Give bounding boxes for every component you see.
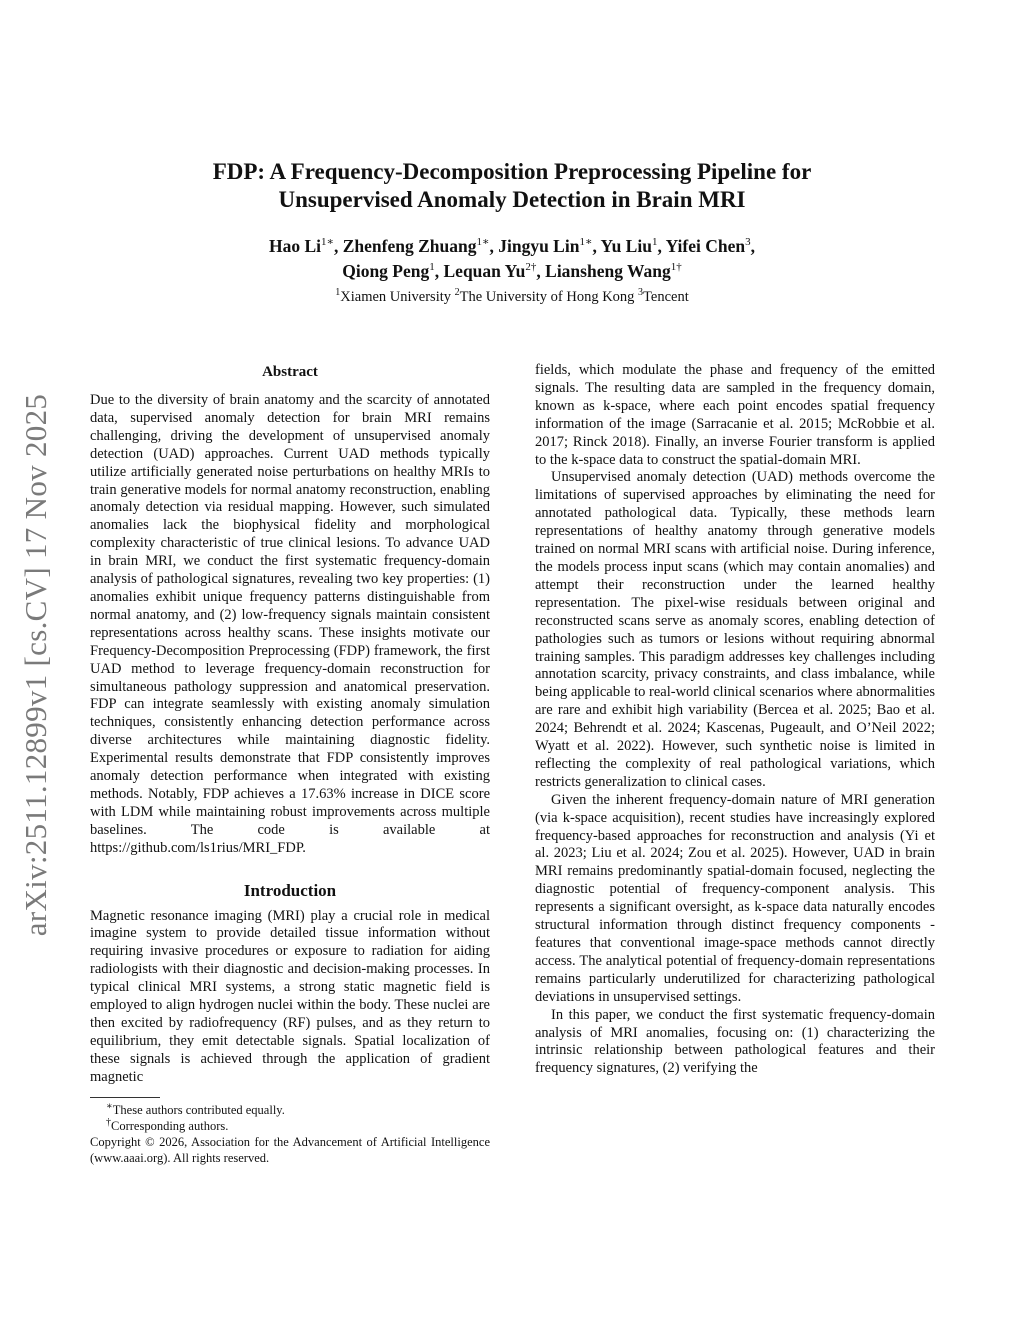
author-name: Qiong Peng	[342, 261, 430, 281]
author-separator: ,	[536, 261, 546, 281]
introduction-heading: Introduction	[243, 880, 337, 900]
affiliation-mark: 3	[638, 287, 644, 299]
author-mark: 1	[651, 236, 658, 249]
author-name: Liansheng Wang	[545, 261, 671, 281]
author-name: Zhenfeng Zhuang	[342, 236, 477, 256]
abstract-heading: Abstract	[262, 364, 318, 380]
author-separator: ,	[334, 236, 343, 256]
arxiv-id: arXiv:2511.12899v1 [cs.CV] 17 Nov 2025	[18, 393, 53, 937]
author-mark: 2†	[525, 261, 537, 274]
author-separator: ,	[434, 261, 444, 281]
body-paragraph: fields, which modulate the phase and frequency of the emitted signals. The resulting data are sampled in the frequency domain, known as k-space, where each point encodes spatial frequency information of the image (Sarracanie et al. 2015; McRobbie et al. 2017; Rinck 2018). Finally, an inverse Fourier transform is applied to the k-space data to construct the spatial-domain MRI.	[535, 362, 935, 468]
author-mark: 1†	[670, 261, 682, 274]
author-name: Hao Li	[268, 236, 322, 256]
author-name: Lequan Yu	[443, 261, 526, 281]
author-separator: ,	[592, 236, 601, 256]
footnote-mark: ∗	[106, 1100, 113, 1112]
author-mark: 1	[429, 261, 435, 274]
author-list	[100, 234, 924, 284]
author-name: Yu Liu	[600, 236, 652, 256]
footnote-equal-contribution	[90, 1102, 490, 1118]
right-column	[535, 362, 935, 1078]
author-separator: ,	[750, 236, 755, 256]
author-name: Yifei Chen	[665, 236, 746, 256]
author-mark: 1∗	[476, 236, 490, 249]
author-mark: 3	[745, 236, 751, 249]
author-separator: ,	[657, 236, 666, 256]
abstract-text: Due to the diversity of brain anatomy and the scarcity of annotated data, supervised anomaly detection for brain MRI remains challenging, driving the development of unsupervised anomaly detection (UAD) approaches. Current UAD methods typically utilize artificially generated noise perturbations on healthy MRIs to train generative models for normal anatomy reconstruction, enabling anomaly detection via residual mapping. However, such simulated anomalies lack the biophysical fidelity and morphological complexity characteristic of true clinical lesions. To advance UAD in brain MRI, we conduct the first systematic frequency-domain analysis of pathological signatures, revealing two key properties: (1) anomalies exhibit unique frequency patterns distinguishable from normal anatomy, and (2) low-frequency signals maintain consistent representations across healthy scans. These insights motivate our Frequency-Decomposition Preprocessing (FDP) framework, the first UAD method to leverage frequency-domain reconstruction for simultaneous pathology suppression and anatomical preservation. FDP can integrate seamlessly with existing anomaly simulation techniques, consistently enhancing detection performance across diverse architectures while maintaining diagnostic fidelity. Experimental results demonstrate that FDP consistently improves anomaly detection performance when integrated with existing methods. Notably, FDP achieves a 17.63% increase in DICE score with LDM while maintaining robust improvements across multiple baselines. The code is available at https://github.com/ls1rius/MRI_FDP.	[90, 392, 490, 856]
author-mark: 1∗	[321, 236, 334, 249]
affiliation-name: Tencent	[643, 289, 689, 305]
affiliation-mark: 1	[335, 287, 341, 299]
introduction-paragraph: Magnetic resonance imaging (MRI) play a crucial role in medical imagine system to provide detailed tissue information without requiring invasive procedures or exposure to radiation for aiding radiologists with their diagnostic and decision-making processes. In typical clinical MRI systems, a strong static magnetic field is employed to align hydrogen nuclei within the body. These nuclei are then excited by radiofrequency (RF) pulses, and as they return to equilibrium, they emit detectable signals. Spatial localization of these signals is achieved through the application of gradient magnetic	[90, 907, 490, 1085]
arxiv-watermark	[8, 370, 64, 960]
footnote-mark: †	[106, 1116, 111, 1128]
title-line-1: FDP: A Frequency-Decomposition Preprocessing Pipeline for	[212, 159, 812, 184]
affiliation-mark: 2	[454, 287, 460, 299]
footnote-rule	[90, 1097, 160, 1098]
body-paragraph: In this paper, we conduct the first systematic frequency-domain analysis of MRI anomalies, focusing on: (1) characterizing the intrinsic relationship between pathological features and their frequency signatures, (2) verifying the	[535, 1006, 935, 1077]
title-line-2: Unsupervised Anomaly Detection in Brain MRI	[278, 187, 746, 212]
footnote-corresponding	[90, 1118, 490, 1134]
paper-title	[100, 158, 924, 214]
copyright-notice: Copyright © 2026, Association for the Advancement of Artificial Intelligence (www.aaai.org). All rights reserved.	[90, 1134, 490, 1165]
left-column	[90, 362, 490, 1166]
footnote-text: Corresponding authors.	[111, 1118, 229, 1133]
affiliation-name: The University of Hong Kong	[459, 289, 635, 305]
author-separator: ,	[489, 236, 499, 256]
affiliations	[100, 288, 924, 306]
body-paragraph: Given the inherent frequency-domain nature of MRI generation (via k-space acquisition), recent studies have increasingly explored frequency-based approaches for reconstruction and analysis (Yi et al. 2023; Liu et al. 2024; Zou et al. 2025). However, UAD in brain MRI remains predominantly spatial-domain focused, neglecting the diagnostic potential of frequency-component analysis. This represents a significant oversight, as k-space data naturally encodes structural information through distinct frequency components - features that conventional image-space methods cannot directly access. The analytical potential of frequency-domain representations remains particularly underutilized for characterizing pathological deviations in unsupervised settings.	[535, 791, 935, 1005]
footnote-text: These authors contributed equally.	[112, 1102, 285, 1117]
author-mark: 1∗	[579, 236, 593, 249]
affiliation-name: Xiamen University	[340, 289, 452, 305]
body-paragraph: Unsupervised anomaly detection (UAD) methods overcome the limitations of supervised approaches by eliminating the need for annotated pathological data. Typically, these methods learn representations of healthy anatomy through generative models trained on normal MRI scans with artificial noise. During inference, the models process input scans (which may contain anomalies) and attempt their reconstruction under the learned healthy representation. The pixel-wise residuals between original and reconstructed scans serve as anomaly scores, enabling detection of pathologies such as tumors or lesions without requiring abnormal training samples. This paradigm addresses key challenges including annotation scarcity, privacy constraints, and class imbalance, while being applicable to real-world clinical scenarios where abnormalities are rare and exhibit high variability (Bercea et al. 2025; Bao et al. 2024; Behrendt et al. 2024; Kascenas, Pugeault, and O’Neil 2022; Wyatt et al. 2022). However, such synthetic noise is limited in reflecting the complexity of real pathological variations, which restricts generalization to clinical cases.	[535, 469, 935, 790]
author-name: Jingyu Lin	[498, 236, 580, 256]
